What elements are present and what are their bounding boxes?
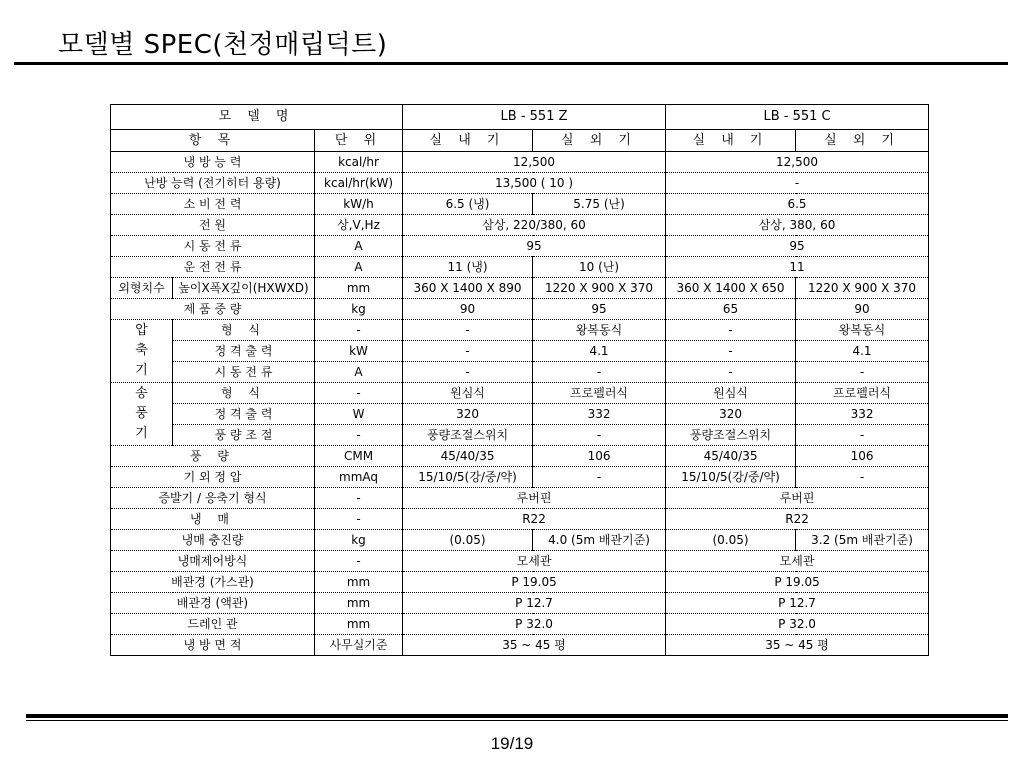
indoor-header-z: 실 내 기	[403, 130, 533, 152]
table-row	[111, 105, 929, 130]
table-row	[111, 383, 929, 404]
row-unit: W	[315, 404, 403, 425]
table-row	[111, 194, 929, 215]
cell-z-in: 360 X 1400 X 890	[403, 278, 533, 299]
row-unit: 사무실기준	[315, 635, 403, 656]
row-unit: A	[315, 362, 403, 383]
cell-c: 11	[666, 257, 929, 278]
cell-c-out: 왕복동식	[796, 320, 929, 341]
row-label: 정 격 출 력	[173, 404, 315, 425]
table-row	[111, 530, 929, 551]
table-row	[111, 635, 929, 656]
cell-c-out: 90	[796, 299, 929, 320]
cell-c-out: 프로펠러식	[796, 383, 929, 404]
row-unit: A	[315, 257, 403, 278]
row-unit: CMM	[315, 446, 403, 467]
cell-z-out: 왕복동식	[533, 320, 666, 341]
cell-z-in: 45/40/35	[403, 446, 533, 467]
row-unit: mm	[315, 572, 403, 593]
row-label: 운 전 전 류	[111, 257, 315, 278]
cell-c-out: -	[796, 362, 929, 383]
cell-c: R22	[666, 509, 929, 530]
cell-z-in: 11 (냉)	[403, 257, 533, 278]
table-row	[111, 551, 929, 572]
row-label: 난방 능력 (전기히터 용량)	[111, 173, 315, 194]
table-row	[111, 320, 929, 341]
cell-z: R22	[403, 509, 666, 530]
item-header: 항 목	[111, 130, 315, 152]
row-label: 배관경 (액관)	[111, 593, 315, 614]
row-label: 형 식	[173, 320, 315, 341]
cell-c-out: 106	[796, 446, 929, 467]
cell-z: 모세관	[403, 551, 666, 572]
cell-z-in: (0.05)	[403, 530, 533, 551]
row-label: 냉매제어방식	[111, 551, 315, 572]
row-label: 냉 방 능 력	[111, 152, 315, 173]
table-row	[111, 130, 929, 152]
cell-z-out: 1220 X 900 X 370	[533, 278, 666, 299]
group-label: 외형치수	[111, 278, 173, 299]
cell-c: 95	[666, 236, 929, 257]
cell-c-out: 1220 X 900 X 370	[796, 278, 929, 299]
cell-c-in: 45/40/35	[666, 446, 796, 467]
unit-header: 단 위	[315, 130, 403, 152]
table-row	[111, 614, 929, 635]
cell-z-out: 4.0 (5m 배관기준)	[533, 530, 666, 551]
cell-c-in: 320	[666, 404, 796, 425]
table-row	[111, 152, 929, 173]
cell-z: P 12.7	[403, 593, 666, 614]
cell-z-in: -	[403, 320, 533, 341]
cell-z-in: 6.5 (냉)	[403, 194, 533, 215]
cell-z-in: -	[403, 362, 533, 383]
spec-table	[110, 104, 929, 656]
row-unit: mm	[315, 278, 403, 299]
outdoor-header-z: 실 외 기	[533, 130, 666, 152]
row-label: 냉 매	[111, 509, 315, 530]
row-unit: kg	[315, 530, 403, 551]
cell-z: P 19.05	[403, 572, 666, 593]
cell-z-out: -	[533, 467, 666, 488]
cell-c-in: (0.05)	[666, 530, 796, 551]
cell-c: -	[666, 173, 929, 194]
row-label: 제 품 중 량	[111, 299, 315, 320]
table-row	[111, 278, 929, 299]
row-unit: -	[315, 425, 403, 446]
cell-z-out: -	[533, 362, 666, 383]
row-unit: A	[315, 236, 403, 257]
cell-z: P 32.0	[403, 614, 666, 635]
row-unit: mmAq	[315, 467, 403, 488]
row-unit: -	[315, 320, 403, 341]
cell-c-in: -	[666, 362, 796, 383]
row-unit: -	[315, 551, 403, 572]
cell-z-in: 90	[403, 299, 533, 320]
cell-z-in: 원심식	[403, 383, 533, 404]
row-label: 형 식	[173, 383, 315, 404]
row-unit: kcal/hr	[315, 152, 403, 173]
compressor-group-label: 압 축 기	[111, 320, 173, 383]
table-row	[111, 593, 929, 614]
row-label: 배관경 (가스관)	[111, 572, 315, 593]
cell-z-out: 10 (난)	[533, 257, 666, 278]
cell-z: 95	[403, 236, 666, 257]
page-number: 19/19	[490, 734, 534, 753]
row-label: 냉 방 면 적	[111, 635, 315, 656]
row-unit: -	[315, 509, 403, 530]
table-row	[111, 215, 929, 236]
row-unit: 상,V,Hz	[315, 215, 403, 236]
table-row	[111, 467, 929, 488]
cell-c-in: -	[666, 320, 796, 341]
cell-c-in: -	[666, 341, 796, 362]
cell-c-out: -	[796, 467, 929, 488]
cell-z-out: 프로펠러식	[533, 383, 666, 404]
cell-z: 삼상, 220/380, 60	[403, 215, 666, 236]
table-row	[111, 257, 929, 278]
table-row	[111, 404, 929, 425]
cell-z-out: 95	[533, 299, 666, 320]
cell-z-out: 5.75 (난)	[533, 194, 666, 215]
cell-z-in: 320	[403, 404, 533, 425]
row-unit: mm	[315, 614, 403, 635]
table-row	[111, 341, 929, 362]
row-unit: kW/h	[315, 194, 403, 215]
cell-c-in: 풍량조절스위치	[666, 425, 796, 446]
footer-divider-thin	[26, 720, 1008, 721]
cell-c: 6.5	[666, 194, 929, 215]
cell-z-out: 332	[533, 404, 666, 425]
cell-z-in: -	[403, 341, 533, 362]
table-row	[111, 173, 929, 194]
cell-c-out: -	[796, 425, 929, 446]
cell-z-in: 15/10/5(강/중/약)	[403, 467, 533, 488]
model-label: 모 델 명	[111, 105, 403, 130]
row-label: 정 격 출 력	[173, 341, 315, 362]
cell-z-in: 풍량조절스위치	[403, 425, 533, 446]
table-row	[111, 299, 929, 320]
row-label: 증발기 / 응축기 형식	[111, 488, 315, 509]
table-row	[111, 446, 929, 467]
row-unit: -	[315, 488, 403, 509]
cell-z-out: 106	[533, 446, 666, 467]
cell-c-out: 4.1	[796, 341, 929, 362]
cell-c: P 32.0	[666, 614, 929, 635]
cell-z: 35 ~ 45 평	[403, 635, 666, 656]
row-unit: -	[315, 383, 403, 404]
cell-z-out: -	[533, 425, 666, 446]
indoor-header-c: 실 내 기	[666, 130, 796, 152]
cell-z: 루버핀	[403, 488, 666, 509]
cell-c: 모세관	[666, 551, 929, 572]
cell-c-out: 3.2 (5m 배관기준)	[796, 530, 929, 551]
table-row	[111, 509, 929, 530]
cell-c: P 12.7	[666, 593, 929, 614]
cell-z-out: 4.1	[533, 341, 666, 362]
cell-c: 35 ~ 45 평	[666, 635, 929, 656]
cell-z: 13,500 ( 10 )	[403, 173, 666, 194]
table-row	[111, 362, 929, 383]
cell-z: 12,500	[403, 152, 666, 173]
page-title: 모델별 SPEC(천정매립덕트)	[58, 30, 388, 60]
blower-group-label: 송 풍 기	[111, 383, 173, 446]
row-label: 드레인 관	[111, 614, 315, 635]
row-label: 기 외 정 압	[111, 467, 315, 488]
cell-c-in: 65	[666, 299, 796, 320]
table-row	[111, 236, 929, 257]
footer-divider	[26, 714, 1008, 718]
row-unit: kcal/hr(kW)	[315, 173, 403, 194]
row-unit: mm	[315, 593, 403, 614]
title-divider	[14, 62, 1008, 65]
row-label: 전 원	[111, 215, 315, 236]
table-row	[111, 572, 929, 593]
row-label: 시 동 전 류	[111, 236, 315, 257]
model-c: LB - 551 C	[666, 105, 929, 130]
cell-c: 삼상, 380, 60	[666, 215, 929, 236]
cell-c: 루버핀	[666, 488, 929, 509]
model-z: LB - 551 Z	[403, 105, 666, 130]
cell-c: P 19.05	[666, 572, 929, 593]
cell-c: 12,500	[666, 152, 929, 173]
cell-c-in: 원심식	[666, 383, 796, 404]
row-label: 높이X폭X깊이(HXWXD)	[173, 278, 315, 299]
row-label: 소 비 전 력	[111, 194, 315, 215]
table-row	[111, 425, 929, 446]
row-label: 풍 량	[111, 446, 315, 467]
row-unit: kg	[315, 299, 403, 320]
cell-c-out: 332	[796, 404, 929, 425]
cell-c-in: 15/10/5(강/중/약)	[666, 467, 796, 488]
row-label: 풍 량 조 절	[173, 425, 315, 446]
table-row	[111, 488, 929, 509]
cell-c-in: 360 X 1400 X 650	[666, 278, 796, 299]
row-label: 냉매 충진량	[111, 530, 315, 551]
outdoor-header-c: 실 외 기	[796, 130, 929, 152]
row-unit: kW	[315, 341, 403, 362]
row-label: 시 동 전 류	[173, 362, 315, 383]
